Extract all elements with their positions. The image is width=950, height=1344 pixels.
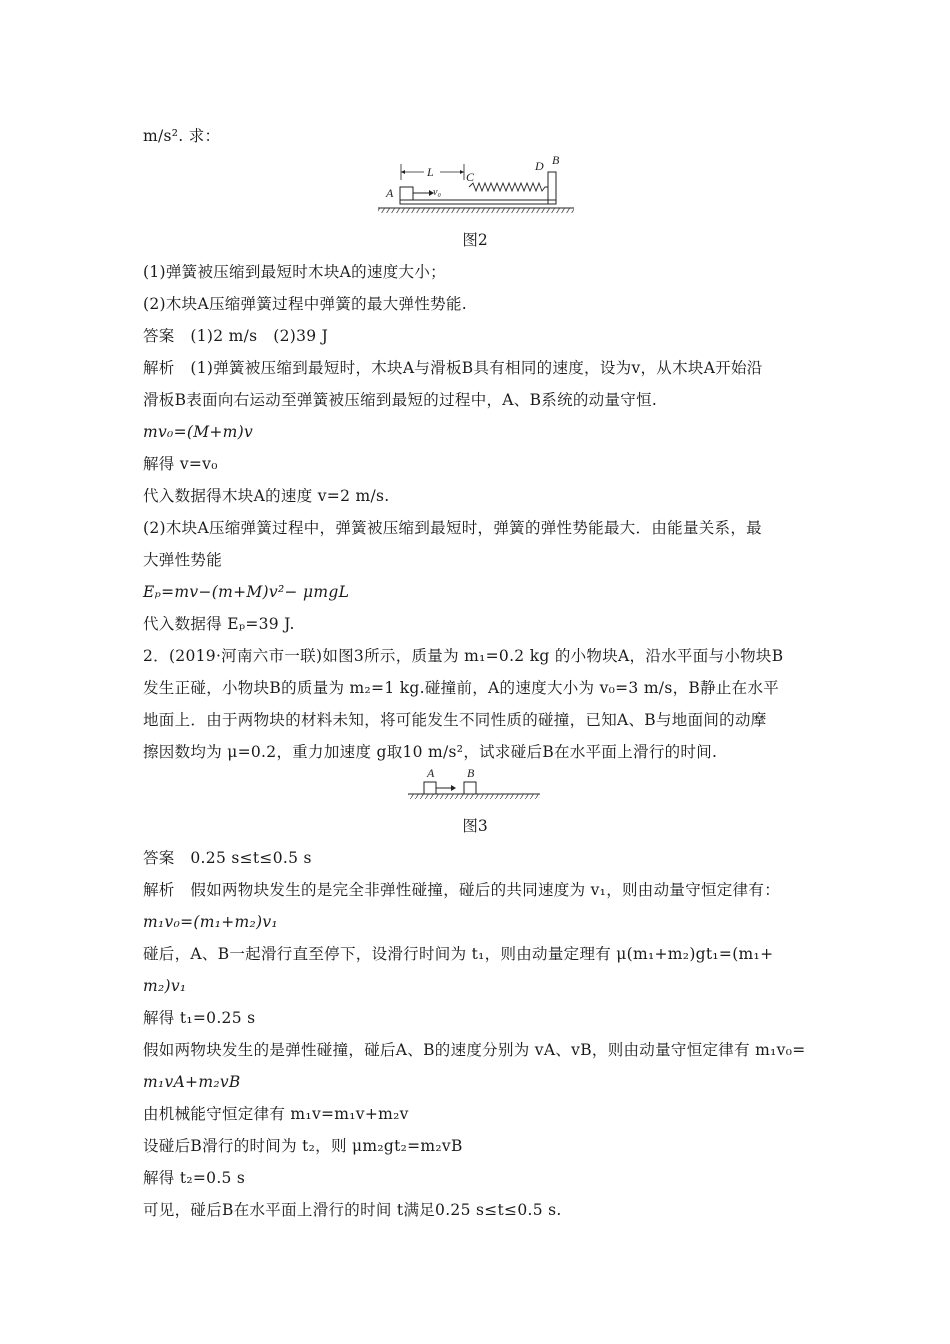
label-C: C [466,170,475,184]
figure-2-diagram [376,150,576,220]
text-line: 解得 t₁=0.25 s [143,1009,256,1027]
formula-line: m₁v₀=(m₁+m₂)v₁ [143,913,278,931]
figure-3-diagram [406,766,542,810]
text-line: (2)木块A压缩弹簧过程中弹簧的最大弹性势能. [143,295,467,313]
text-line: 答案 0.25 s≤t≤0.5 s [143,849,312,867]
figure-2-caption: 图2 [462,231,488,249]
text-line: 答案 (1)2 m/s (2)39 J [143,327,329,345]
text-line: 滑板B表面向右运动至弹簧被压缩到最短的过程中，A、B系统的动量守恒. [143,391,658,409]
label-B: B [552,153,560,167]
label-B: B [467,766,475,780]
text-line: 解得 t₂=0.5 s [143,1169,246,1187]
text-line: 解得 v=v₀ [143,455,218,473]
text-line: 大弹性势能 [143,551,223,569]
formula-line: Eₚ=mv−(m+M)v²− μmgL [143,583,350,601]
text-line: 碰后，A、B一起滑行直至停下，设滑行时间为 t₁，则由动量定理有 μ(m₁+m₂)gt₁=(m₁+ [143,945,774,963]
text-line: 设碰后B滑行的时间为 t₂，则 μm₂gt₂=m₂vB [143,1137,463,1155]
text-line: 可见，碰后B在水平面上滑行的时间 t满足0.25 s≤t≤0.5 s. [143,1201,562,1219]
text-line: 由机械能守恒定律有 m₁v=m₁v+m₂v [143,1105,409,1123]
text-line: 擦因数均为 μ=0.2，重力加速度 g取10 m/s²，试求碰后B在水平面上滑行的时间. [143,743,718,761]
text-line: 代入数据得 Eₚ=39 J. [143,615,295,633]
label-A: A [427,766,435,780]
figure-3-caption: 图3 [462,817,488,835]
text-line: m/s². 求： [143,127,221,145]
text-line: 解析 假如两物块发生的是完全非弹性碰撞，碰后的共同速度为 v₁，则由动量守恒定律有： [143,881,780,899]
label-L: L [427,165,434,179]
text-line: (1)弹簧被压缩到最短时木块A的速度大小； [143,263,446,281]
text-line: (2)木块A压缩弹簧过程中，弹簧被压缩到最短时，弹簧的弹性势能最大．由能量关系，最 [143,519,762,537]
formula-line: m₁vA+m₂vB [143,1073,241,1091]
label-A: A [386,186,394,200]
formula-line: m₂)v₁ [143,977,187,995]
text-line: 假如两物块发生的是弹性碰撞，碰后A、B的速度分别为 vA、vB，则由动量守恒定律有 m₁v₀= [143,1041,806,1059]
formula-line: mv₀=(M+m)v [143,423,254,441]
text-line: 代入数据得木块A的速度 v=2 m/s. [143,487,390,505]
label-D: D [535,159,544,173]
text-line: 地面上．由于两物块的材料未知，将可能发生不同性质的碰撞，已知A、B与地面间的动摩 [143,711,767,729]
label-v0: v₀ [433,187,441,198]
text-line: 发生正碰，小物块B的质量为 m₂=1 kg.碰撞前，A的速度大小为 v₀=3 m/s，B静止在水平 [143,679,780,697]
text-line: 2．(2019·河南六市一联)如图3所示，质量为 m₁=0.2 kg 的小物块A，沿水平面与小物块B [143,647,784,665]
text-line: 解析 (1)弹簧被压缩到最短时，木块A与滑板B具有相同的速度，设为v，从木块A开始沿 [143,359,763,377]
